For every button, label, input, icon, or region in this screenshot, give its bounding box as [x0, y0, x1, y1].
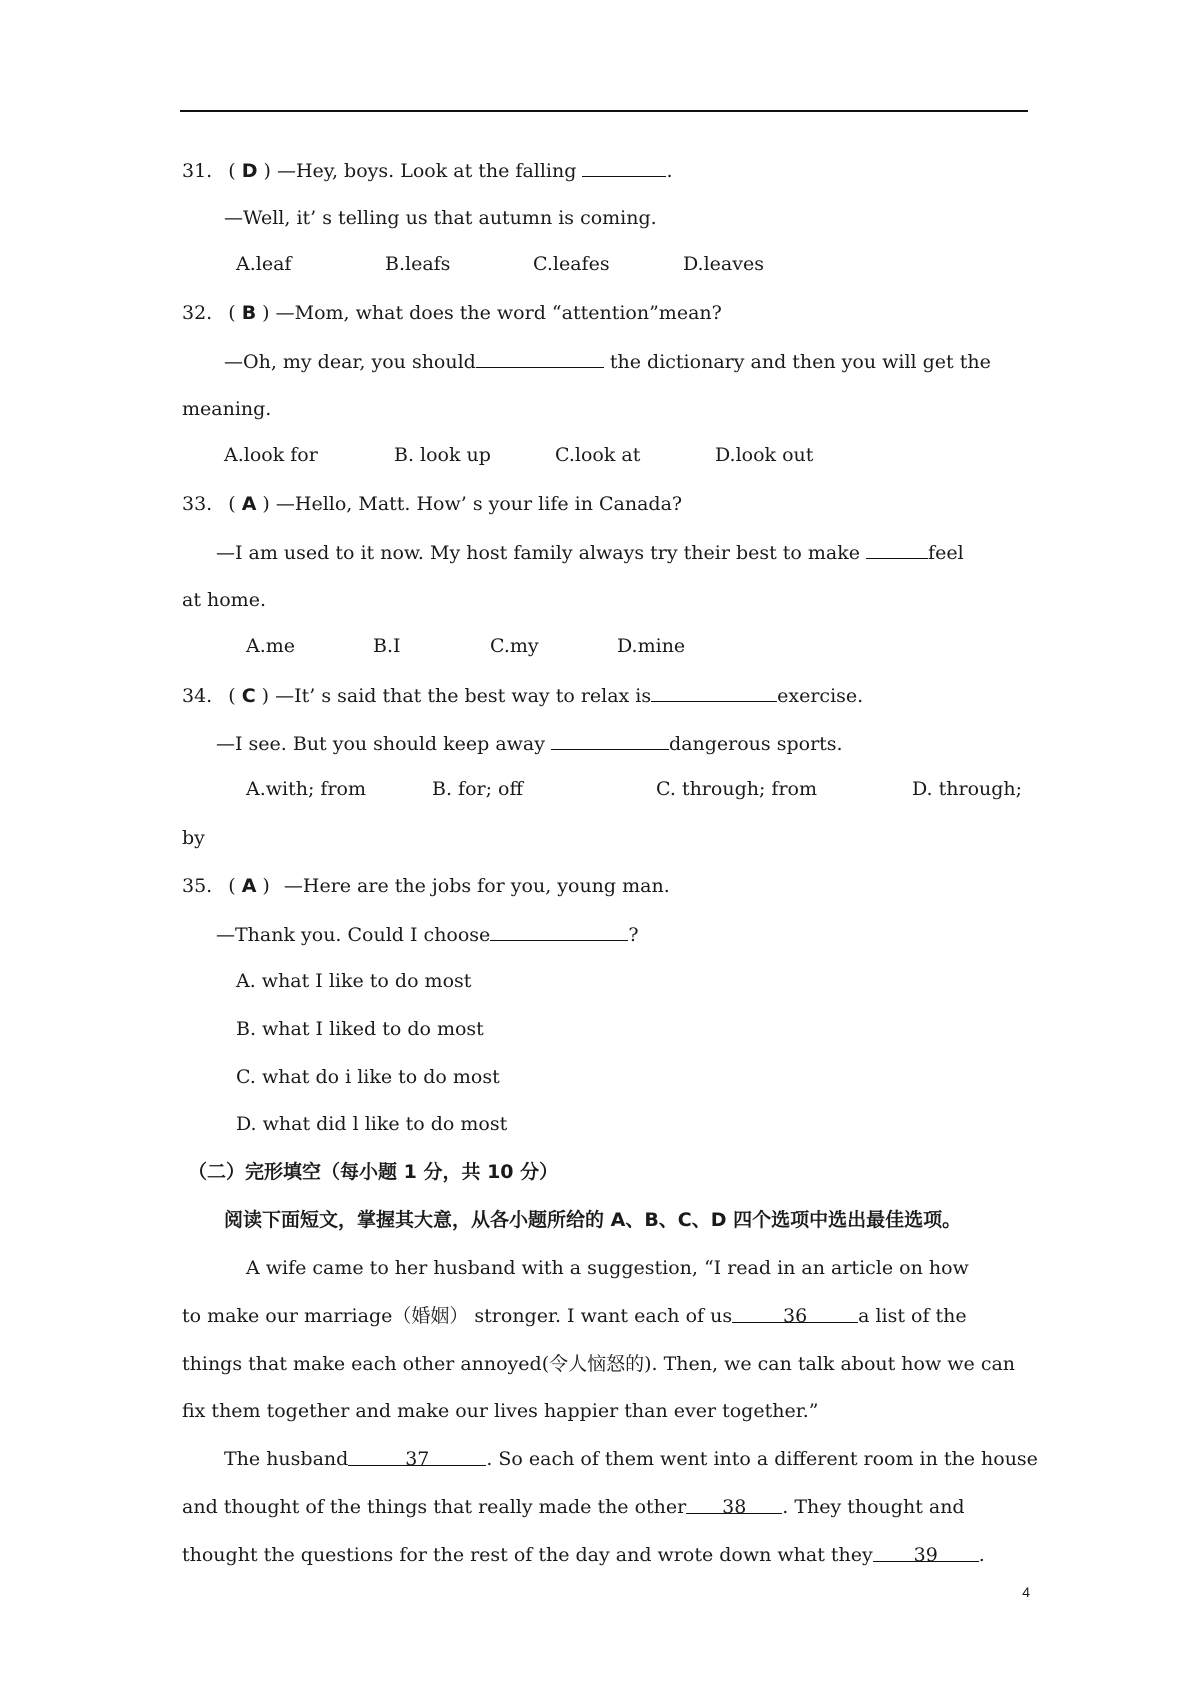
- option-c: C.leafes: [533, 253, 610, 275]
- reply-text: dangerous sports.: [669, 733, 843, 755]
- option-d: D.look out: [715, 444, 814, 466]
- option-c: C. through; from: [656, 778, 817, 800]
- question-32: [182, 301, 722, 325]
- paren-close: ): [261, 685, 270, 707]
- answer-blank: [651, 683, 777, 702]
- reply-text: ?: [628, 924, 639, 946]
- stem-end: .: [666, 160, 673, 182]
- option-d: D.mine: [617, 635, 686, 657]
- passage-text: to make our marriage（婚姻） stronger. I want each of us: [182, 1305, 733, 1327]
- answer-blank: [551, 731, 669, 750]
- passage-text: and thought of the things that really made the other: [182, 1496, 687, 1518]
- paren-close: ): [262, 302, 270, 324]
- cloze-blank-38: 38: [686, 1495, 782, 1514]
- question-stem: —Mom, what does the word “attention”mean?: [275, 302, 722, 324]
- question-number: 35.: [182, 875, 213, 897]
- passage-text: .: [978, 1544, 985, 1566]
- question-stem: exercise.: [777, 685, 864, 707]
- reply-text: feel: [928, 542, 964, 564]
- header-rule: [180, 110, 1028, 112]
- passage-text: . So each of them went into a different room in the house: [486, 1448, 1038, 1470]
- paren-close: ): [262, 493, 270, 515]
- option-d: D. through;: [912, 778, 1023, 800]
- passage-text: The husband: [224, 1448, 349, 1470]
- passage-line: things that make each other annoyed(令人恼怒的). Then, we can talk about how we can: [182, 1353, 1016, 1375]
- answer-blank: [490, 922, 628, 941]
- question-number: 33.: [182, 493, 213, 515]
- passage-line: fix them together and make our lives happier than ever together.”: [182, 1400, 819, 1422]
- question-stem: —Hello, Matt. How’ s your life in Canada?: [275, 493, 683, 515]
- answer-letter: B: [241, 302, 257, 324]
- question-number: 32.: [182, 302, 213, 324]
- page-number: 4: [1022, 1584, 1030, 1600]
- question-31-reply: —Well, it’ s telling us that autumn is coming.: [224, 207, 657, 229]
- option-b: B.leafs: [385, 253, 451, 275]
- paren-open: (: [228, 493, 236, 515]
- question-32-reply-cont: meaning.: [182, 398, 272, 420]
- answer-letter: D: [241, 160, 258, 182]
- reply-text: —Thank you. Could I choose: [216, 924, 491, 946]
- reply-text: —I am used to it now. My host family always try their best to make: [216, 542, 860, 564]
- passage-text: . They thought and: [782, 1496, 965, 1518]
- passage-line: [182, 1543, 985, 1567]
- option-b: B. for; off: [432, 778, 523, 800]
- question-33-reply: [216, 540, 964, 564]
- question-33-reply-cont: at home.: [182, 589, 266, 611]
- option-d: D.leaves: [683, 253, 764, 275]
- answer-letter: C: [241, 685, 256, 707]
- option-d-wrap: by: [182, 827, 205, 849]
- section-instruction: 阅读下面短文，掌握其大意，从各小题所给的 A、B、C、D 四个选项中选出最佳选项。: [224, 1209, 962, 1231]
- question-stem: —Here are the jobs for you, young man.: [283, 875, 670, 897]
- answer-blank: [476, 349, 604, 368]
- option-d: D. what did l like to do most: [236, 1113, 508, 1135]
- question-35-reply: [216, 922, 639, 946]
- question-stem: —Hey, boys. Look at the falling: [276, 160, 577, 182]
- answer-blank: [582, 158, 666, 177]
- paren-open: (: [228, 160, 236, 182]
- question-32-reply: [224, 349, 991, 373]
- passage-line: [224, 1447, 1038, 1471]
- option-a: A.look for: [224, 444, 318, 466]
- answer-blank: [866, 540, 928, 559]
- paren-open: (: [228, 875, 236, 897]
- question-stem: —It’ s said that the best way to relax is: [275, 685, 652, 707]
- passage-text: thought the questions for the rest of the day and wrote down what they: [182, 1544, 873, 1566]
- reply-text: the dictionary and then you will get the: [609, 351, 991, 373]
- cloze-blank-36: 36: [732, 1304, 858, 1323]
- reply-text: —I see. But you should keep away: [216, 733, 545, 755]
- option-c: C.my: [490, 635, 539, 657]
- passage-line: [182, 1304, 967, 1328]
- option-a: A.me: [246, 635, 296, 657]
- question-33: [182, 492, 682, 516]
- question-number: 34.: [182, 685, 213, 707]
- option-a: A.leaf: [236, 253, 292, 275]
- question-number: 31.: [182, 160, 213, 182]
- cloze-blank-37: 37: [348, 1447, 486, 1466]
- paren-open: (: [228, 685, 236, 707]
- option-b: B. look up: [394, 444, 491, 466]
- question-31: [182, 158, 673, 182]
- question-34-reply: [216, 731, 843, 755]
- option-b: B. what I liked to do most: [236, 1018, 484, 1040]
- option-a: A. what I like to do most: [236, 970, 472, 992]
- passage-line: A wife came to her husband with a suggestion, “I read in an article on how: [246, 1257, 969, 1279]
- section-title: （二）完形填空（每小题 1 分，共 10 分）: [188, 1161, 559, 1183]
- paren-open: (: [228, 302, 236, 324]
- option-c: C.look at: [555, 444, 641, 466]
- question-34: [182, 683, 863, 707]
- answer-letter: A: [241, 875, 257, 897]
- paren-close: ): [262, 875, 270, 897]
- option-b: B.I: [373, 635, 401, 657]
- option-a: A.with; from: [246, 778, 366, 800]
- paren-close: ): [263, 160, 271, 182]
- option-c: C. what do i like to do most: [236, 1066, 500, 1088]
- reply-text: —Oh, my dear, you should: [224, 351, 476, 373]
- passage-line: [182, 1495, 965, 1519]
- cloze-blank-39: 39: [873, 1543, 979, 1562]
- answer-letter: A: [241, 493, 257, 515]
- passage-text: a list of the: [858, 1305, 967, 1327]
- question-35: [182, 874, 670, 898]
